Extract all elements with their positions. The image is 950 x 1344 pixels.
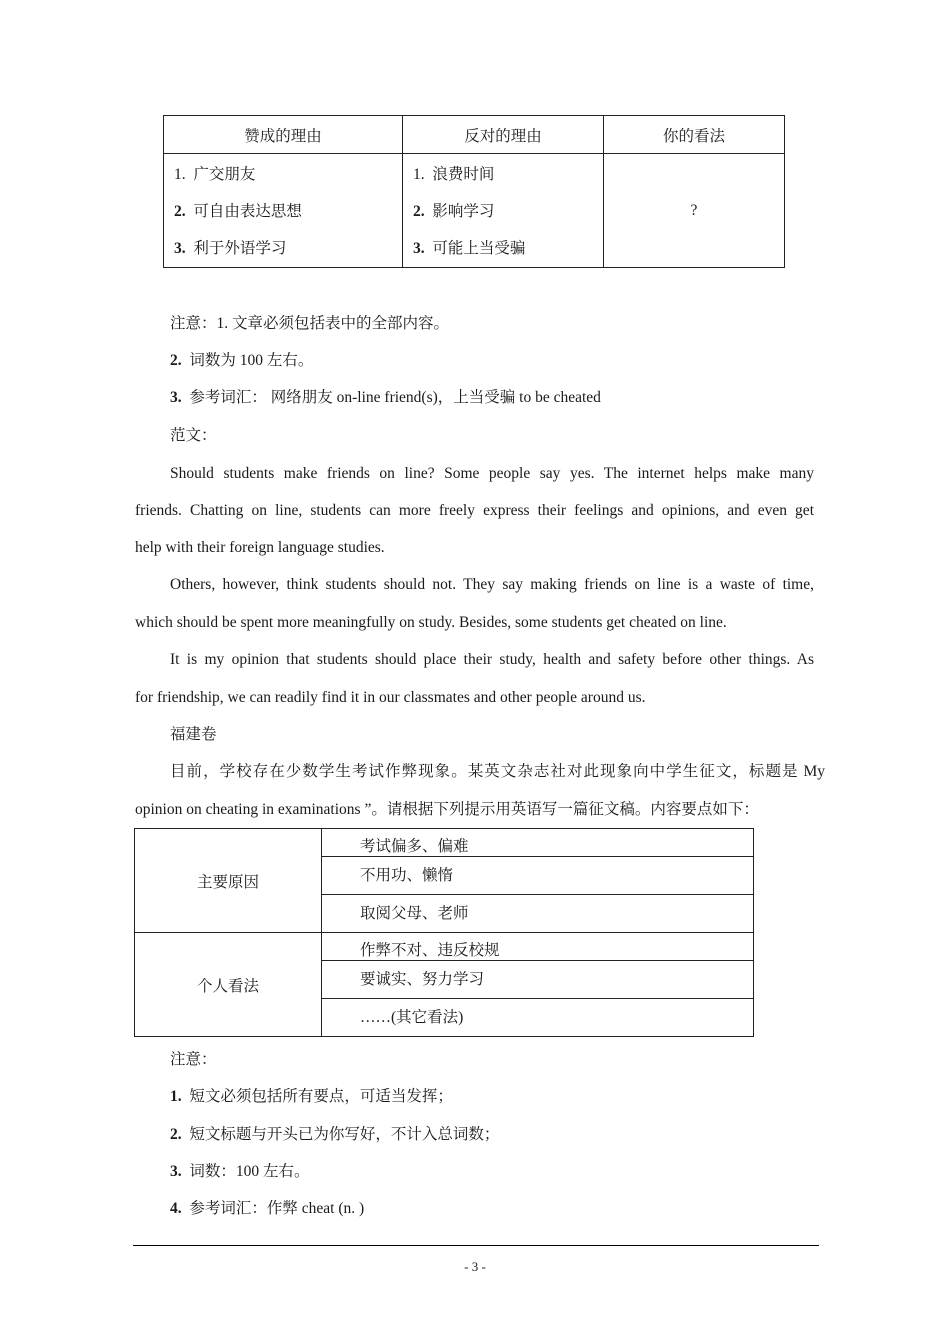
- table-item: 取阅父母、老师: [322, 895, 754, 933]
- table-item: 作弊不对、违反校规: [322, 933, 754, 961]
- con-cell: [403, 154, 604, 268]
- essay-line: Should students make friends on line? Some people say yes. The internet helps make many: [170, 465, 814, 482]
- essay-line: which should be spent more meaningfully on study. Besides, some students get cheated on line.: [135, 614, 727, 631]
- page-number: - 3 -: [464, 1259, 486, 1274]
- opinion-label: 个人看法: [135, 933, 322, 1037]
- reasons-table: [163, 115, 785, 268]
- footer-divider: [133, 1245, 819, 1246]
- note-2: 2. 词数为 100 左右。: [170, 352, 314, 369]
- pro-item: 1. 广交朋友: [174, 166, 256, 183]
- essay-line: for friendship, we can readily find it in our classmates and other people around us.: [135, 689, 646, 706]
- pro-header: 赞成的理由: [164, 116, 403, 154]
- notes-label: 注意：: [170, 1051, 217, 1068]
- note-item: 4. 参考词汇：作弊 cheat (n. ): [170, 1200, 365, 1217]
- opinion-cell: ?: [604, 154, 785, 268]
- table-item: ……(其它看法): [322, 999, 754, 1037]
- table-item: 考试偏多、偏难: [322, 829, 754, 857]
- essay-line: friends. Chatting on line, students can more freely express their feelings and opinions, and even get: [135, 502, 814, 519]
- note-3: 3. 参考词汇： 网络朋友 on-line friend(s)，上当受骗 to be cheated: [170, 389, 601, 406]
- pro-item: 2. 可自由表达思想: [174, 203, 302, 220]
- prompt-line: 目前，学校存在少数学生考试作弊现象。某英文杂志社对此现象向中学生征文，标题是 My: [170, 763, 825, 780]
- essay-line: Others, however, think students should not. They say making friends on line is a waste of time,: [170, 576, 814, 593]
- sample-label: 范文：: [170, 427, 217, 444]
- note-item: 1. 短文必须包括所有要点，可适当发挥；: [170, 1088, 453, 1105]
- pro-item: 3. 利于外语学习: [174, 240, 287, 257]
- pro-cell: [164, 154, 403, 268]
- note-item: 2. 短文标题与开头已为你写好，不计入总词数；: [170, 1126, 500, 1143]
- con-item: 3. 可能上当受骗: [413, 240, 526, 257]
- opinion-header: 你的看法: [604, 116, 785, 154]
- table-item: 不用功、懒惰: [322, 857, 754, 895]
- con-item: 1. 浪费时间: [413, 166, 495, 183]
- cheating-table: [134, 828, 754, 1037]
- essay-line: help with their foreign language studies.: [135, 539, 385, 556]
- table-item: 要诚实、努力学习: [322, 961, 754, 999]
- note-1: 注意：1. 文章必须包括表中的全部内容。: [170, 315, 450, 332]
- prompt-line: opinion on cheating in examinations ”。请根据下列提示用英语写一篇征文稿。内容要点如下：: [135, 801, 759, 818]
- section-title: 福建卷: [170, 726, 217, 743]
- note-item: 3. 词数：100 左右。: [170, 1163, 310, 1180]
- reasons-label: 主要原因: [135, 829, 322, 933]
- con-header: 反对的理由: [403, 116, 604, 154]
- con-item: 2. 影响学习: [413, 203, 495, 220]
- essay-line: It is my opinion that students should place their study, health and safety before other things. As: [170, 651, 814, 668]
